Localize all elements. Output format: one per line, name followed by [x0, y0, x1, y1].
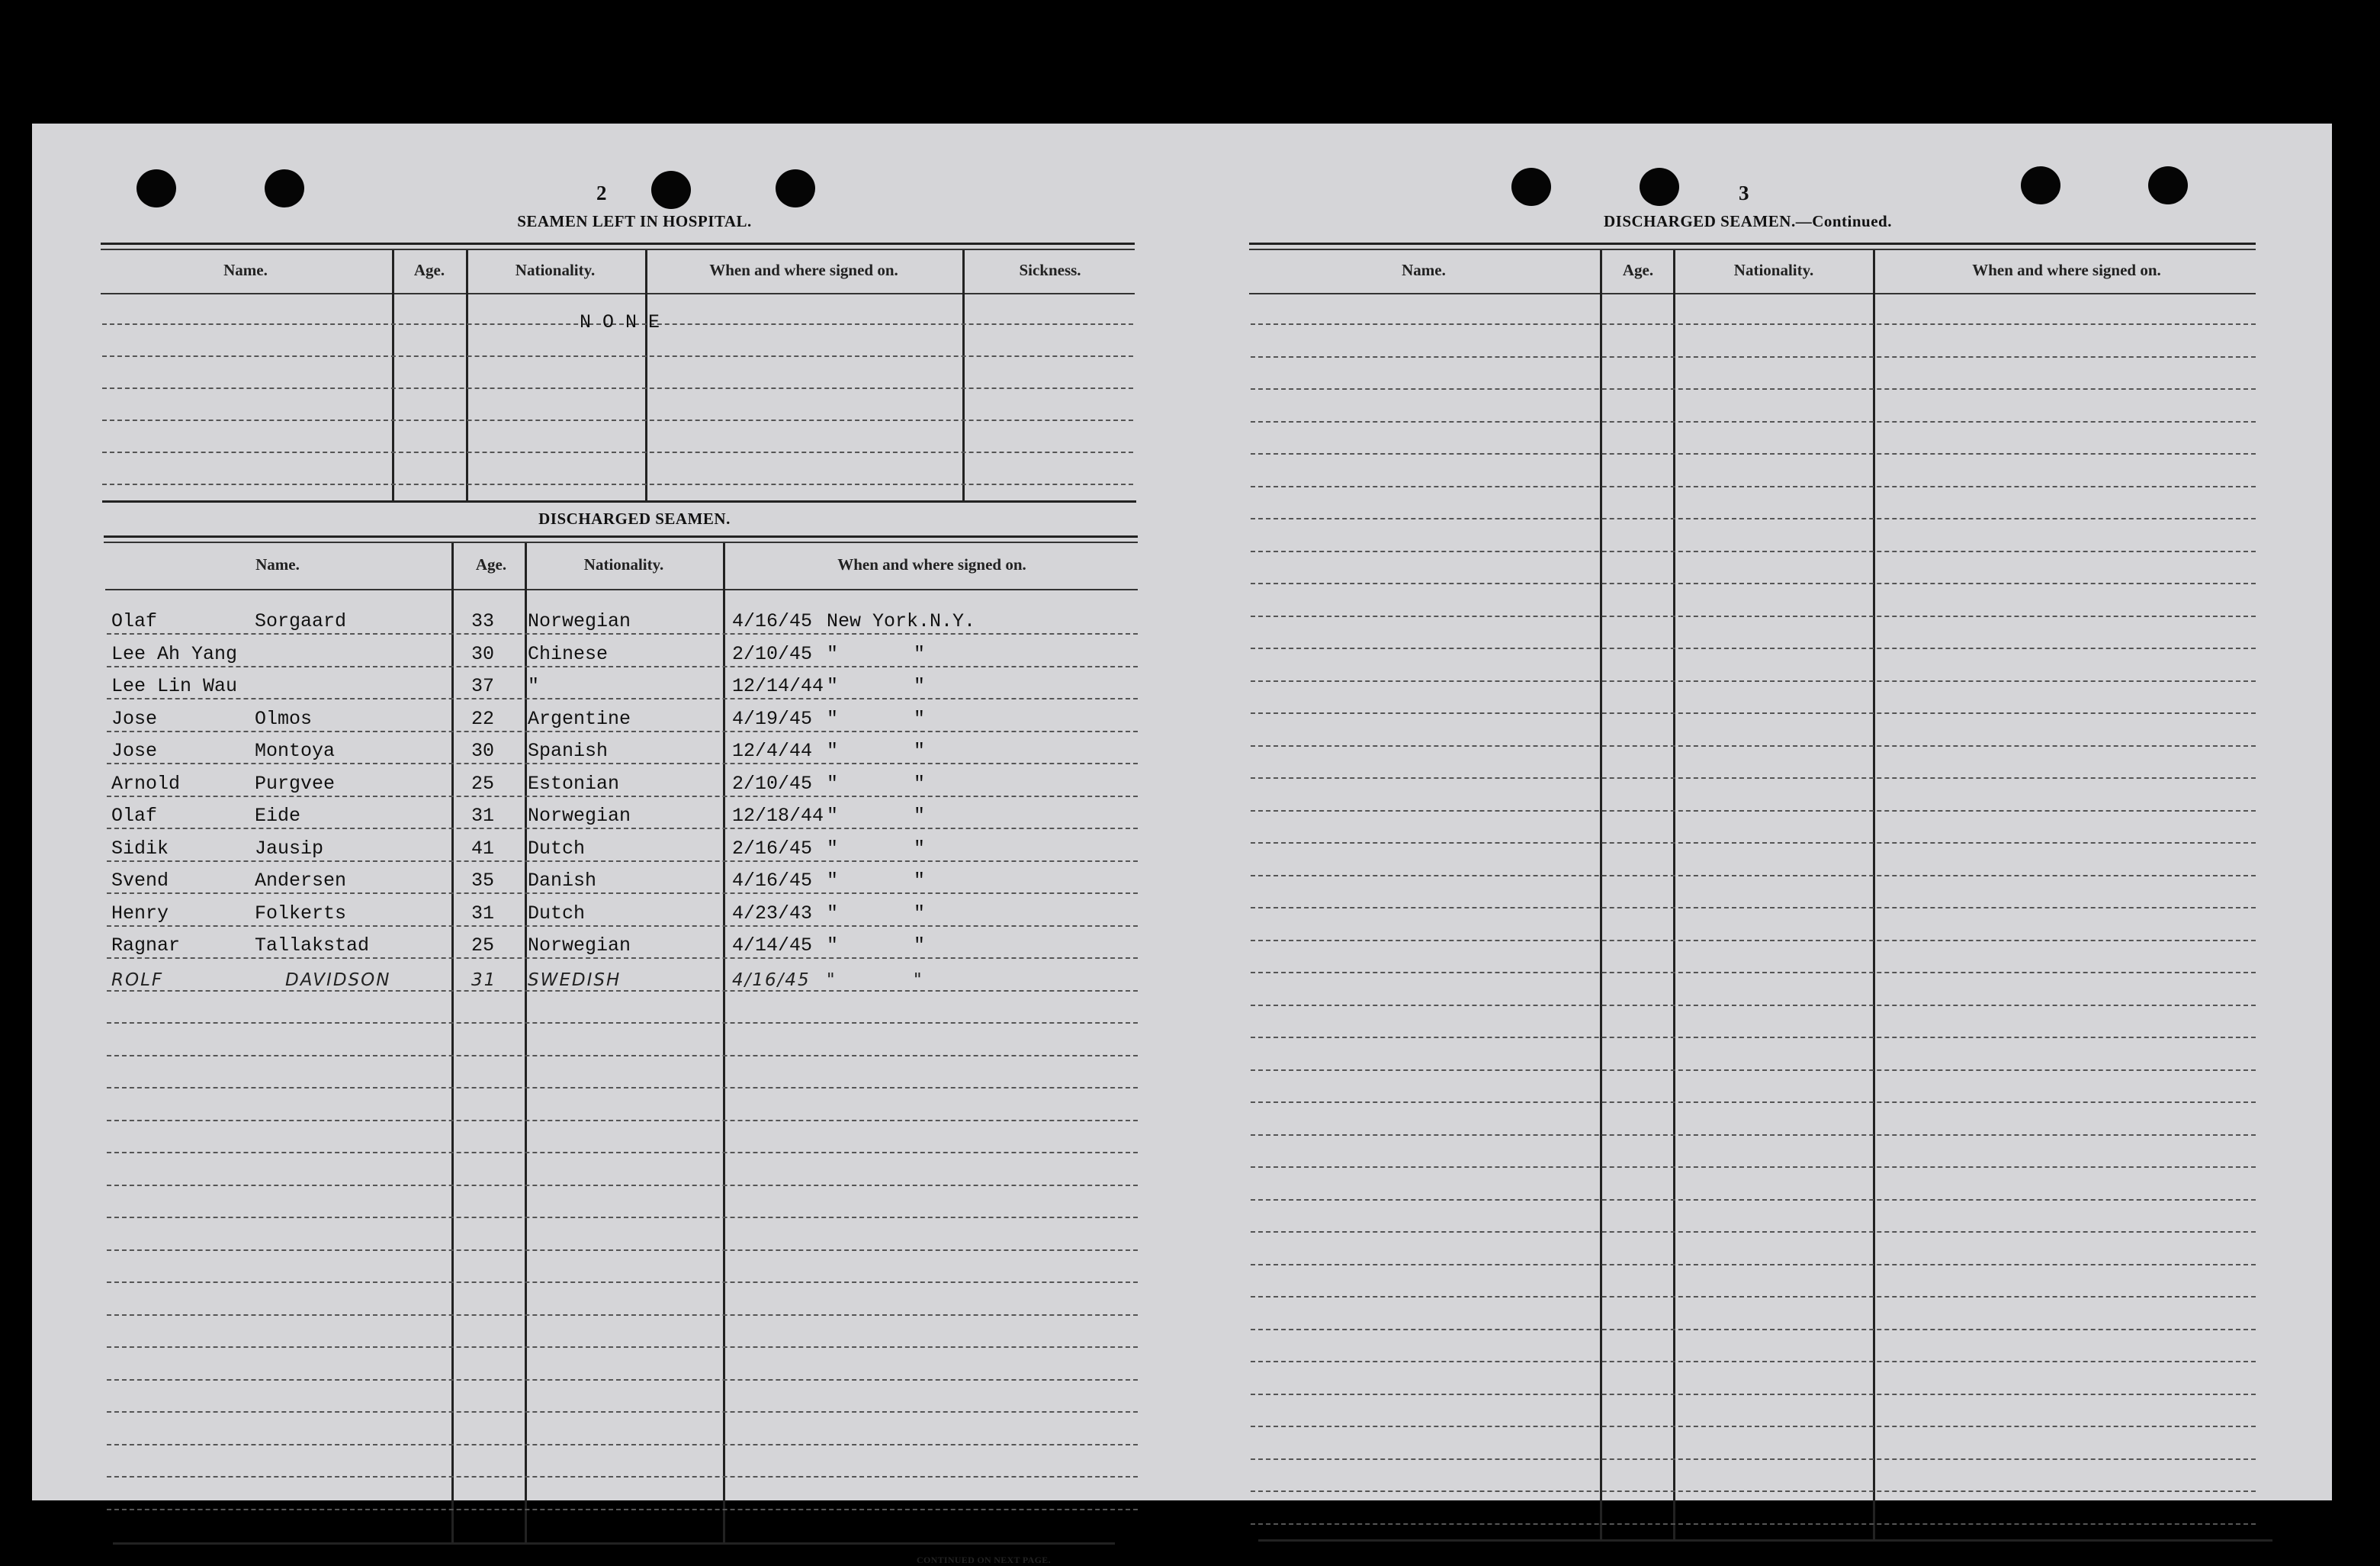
- handwritten-seaman-nationality: SWEDISH: [528, 970, 621, 990]
- right-header-age: Age.: [1622, 261, 1654, 279]
- seaman-first-name: Ragnar: [111, 934, 181, 957]
- seaman-last-name: Andersen: [255, 870, 347, 892]
- seaman-nationality: Danish: [528, 870, 597, 892]
- handwritten-seaman-first-name: ROLF: [111, 970, 164, 990]
- seaman-age: 41: [471, 837, 495, 860]
- seaman-age: 31: [471, 805, 495, 827]
- document-sheet: [32, 124, 2332, 1565]
- seaman-age: 30: [471, 740, 495, 762]
- seaman-first-name: Lee Ah Yang: [111, 642, 238, 665]
- signed-on-ditto: ": [914, 805, 926, 827]
- signed-on-ditto: ": [914, 707, 926, 730]
- seaman-nationality: Chinese: [528, 642, 609, 665]
- signed-on-place: ": [827, 934, 839, 957]
- seaman-first-name: Jose: [111, 740, 158, 762]
- signed-on-ditto: ": [914, 837, 926, 860]
- seaman-last-name: Sorgaard: [255, 610, 347, 632]
- seaman-nationality: Spanish: [528, 740, 609, 762]
- signed-on-date: 4/19/45: [732, 707, 813, 730]
- seaman-age: 37: [471, 675, 495, 697]
- signed-on-place: ": [827, 772, 839, 795]
- seaman-age: 30: [471, 642, 495, 665]
- seaman-first-name: Olaf: [111, 805, 158, 827]
- signed-on-place: New York.N.Y.: [827, 610, 976, 632]
- seaman-first-name: Sidik: [111, 837, 169, 860]
- seaman-age: 25: [471, 934, 495, 957]
- signed-on-date: 4/14/45: [732, 934, 813, 957]
- signed-on-place: ": [827, 740, 839, 762]
- seaman-nationality: Estonian: [528, 772, 620, 795]
- seaman-last-name: Jausip: [255, 837, 324, 860]
- seaman-first-name: Svend: [111, 870, 169, 892]
- seaman-first-name: Jose: [111, 707, 158, 730]
- handwritten-signed-on-place: ": [827, 970, 837, 990]
- seaman-first-name: Olaf: [111, 610, 158, 632]
- continued-note: CONTINUED ON NEXT PAGE.: [917, 1555, 1051, 1565]
- signed-on-date: 2/10/45: [732, 642, 813, 665]
- hospital-header-nationality: Nationality.: [515, 261, 596, 279]
- seaman-last-name: Tallakstad: [255, 934, 370, 957]
- punch-hole: [1640, 168, 1679, 206]
- punch-hole: [2021, 166, 2060, 204]
- punch-hole: [137, 169, 176, 207]
- page-number: 2: [596, 182, 607, 204]
- discharged-header-name: Name.: [255, 555, 300, 574]
- seaman-age: 31: [471, 902, 495, 924]
- signed-on-date: 2/16/45: [732, 837, 813, 860]
- seaman-last-name: Eide: [255, 805, 301, 827]
- signed-on-place: ": [827, 707, 839, 730]
- signed-on-place: ": [827, 675, 839, 697]
- signed-on-date: 12/18/44: [732, 805, 824, 827]
- handwritten-signed-on-date: 4/16/45: [732, 970, 811, 990]
- right-header-nationality: Nationality.: [1733, 261, 1814, 279]
- right-header-signed-on: When and where signed on.: [1972, 261, 2161, 279]
- seaman-nationality: ": [528, 675, 540, 697]
- signed-on-date: 4/16/45: [732, 610, 813, 632]
- punch-hole: [2148, 166, 2188, 204]
- handwritten-signed-on-ditto: ": [914, 970, 923, 990]
- signed-on-ditto: ": [914, 740, 926, 762]
- seaman-age: 25: [471, 772, 495, 795]
- signed-on-place: ": [827, 902, 839, 924]
- handwritten-seaman-last-name: DAVIDSON: [285, 970, 391, 990]
- signed-on-ditto: ": [914, 675, 926, 697]
- handwritten-seaman-age: 31: [471, 970, 497, 990]
- page-number: 3: [1739, 182, 1749, 204]
- discharged-header-nationality: Nationality.: [583, 555, 664, 574]
- discharged-header-age: Age.: [475, 555, 507, 574]
- signed-on-place: ": [827, 642, 839, 665]
- signed-on-date: 4/23/43: [732, 902, 813, 924]
- signed-on-ditto: ": [914, 870, 926, 892]
- seaman-last-name: Purgvee: [255, 772, 336, 795]
- signed-on-date: 2/10/45: [732, 772, 813, 795]
- seaman-first-name: Arnold: [111, 772, 181, 795]
- punch-hole: [651, 171, 691, 209]
- seaman-first-name: Lee Lin Wau: [111, 675, 238, 697]
- hospital-header-age: Age.: [413, 261, 445, 279]
- seaman-first-name: Henry: [111, 902, 169, 924]
- punch-hole: [776, 169, 815, 207]
- seaman-age: 35: [471, 870, 495, 892]
- signed-on-place: ": [827, 805, 839, 827]
- discharged-header-signed-on: When and where signed on.: [837, 555, 1026, 574]
- signed-on-place: ": [827, 837, 839, 860]
- seaman-age: 22: [471, 707, 495, 730]
- discharged-section-title: DISCHARGED SEAMEN.: [538, 510, 731, 528]
- hospital-header-name: Name.: [223, 261, 268, 279]
- hospital-entry-none: N O N E: [580, 311, 660, 333]
- signed-on-place: ": [827, 870, 839, 892]
- signed-on-ditto: ": [914, 642, 926, 665]
- punch-hole: [1511, 168, 1551, 206]
- seaman-last-name: Folkerts: [255, 902, 347, 924]
- seaman-age: 33: [471, 610, 495, 632]
- signed-on-date: 12/14/44: [732, 675, 824, 697]
- signed-on-ditto: ": [914, 772, 926, 795]
- seaman-nationality: Argentine: [528, 707, 631, 730]
- seaman-nationality: Norwegian: [528, 934, 631, 957]
- seaman-nationality: Norwegian: [528, 610, 631, 632]
- signed-on-date: 12/4/44: [732, 740, 813, 762]
- seaman-last-name: Olmos: [255, 707, 313, 730]
- seaman-last-name: Montoya: [255, 740, 336, 762]
- seaman-nationality: Dutch: [528, 837, 586, 860]
- punch-hole: [265, 169, 304, 207]
- signed-on-ditto: ": [914, 934, 926, 957]
- discharged-continued-title: DISCHARGED SEAMEN.—Continued.: [1604, 212, 1892, 230]
- seaman-nationality: Dutch: [528, 902, 586, 924]
- hospital-header-sickness: Sickness.: [1019, 261, 1081, 279]
- hospital-section-title: SEAMEN LEFT IN HOSPITAL.: [517, 212, 752, 230]
- seaman-nationality: Norwegian: [528, 805, 631, 827]
- right-header-name: Name.: [1402, 261, 1446, 279]
- signed-on-ditto: ": [914, 902, 926, 924]
- signed-on-date: 4/16/45: [732, 870, 813, 892]
- hospital-header-signed-on: When and where signed on.: [709, 261, 898, 279]
